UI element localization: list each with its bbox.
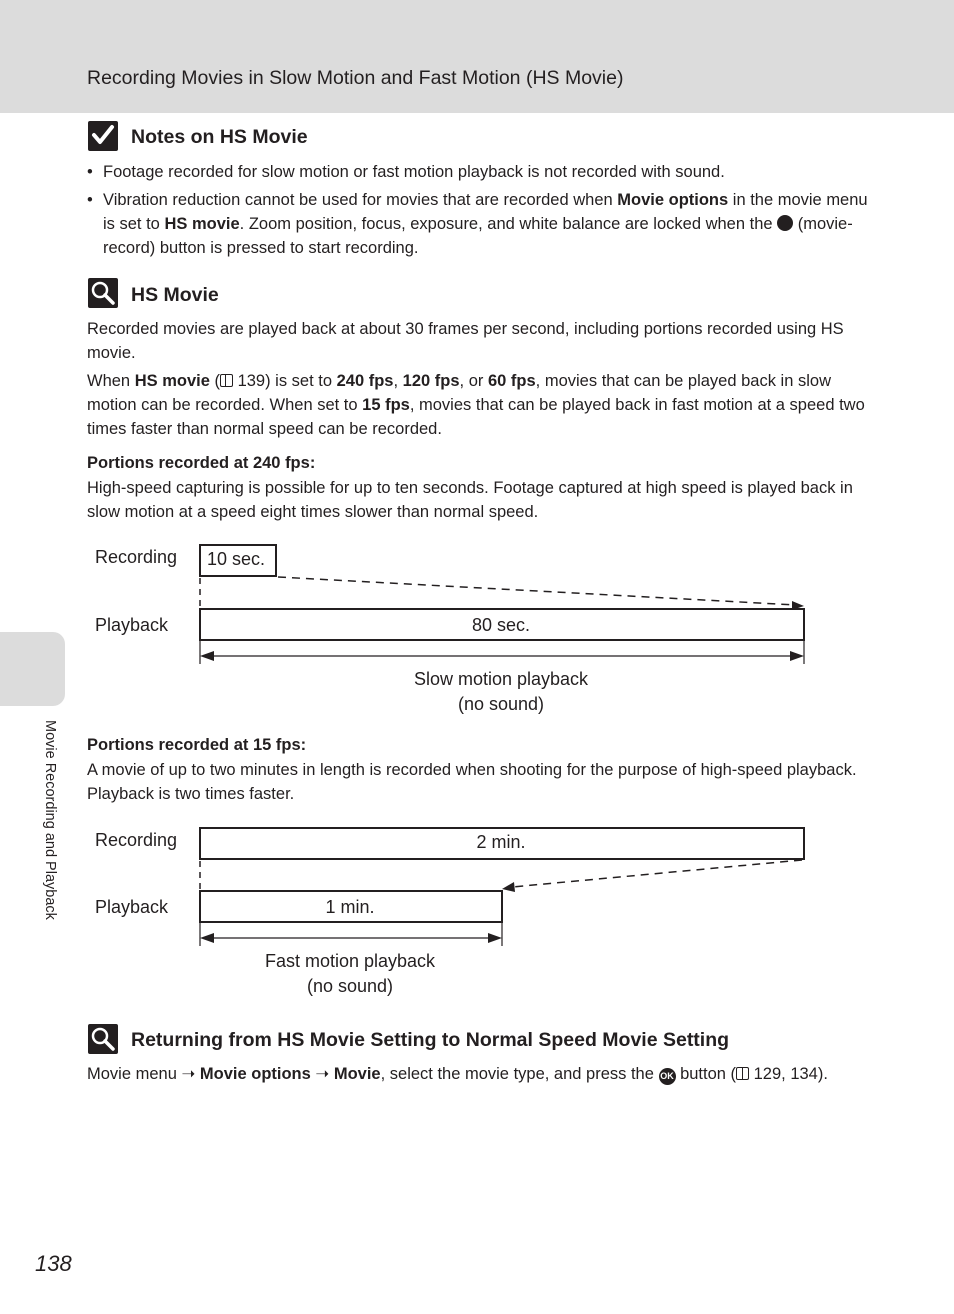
hs-movie-para-2: When HS movie ( 139) is set to 240 fps, 120 fps, or 60 fps, movies that can be played back in slow motion can be recorded. When set to 15 fps, movies that can be played back in fast motion at a speed two times faster than normal speed can be recorded. [87,372,865,438]
diagram1-playback-duration: 80 sec. [471,615,531,635]
diagram1-recording-duration: 10 sec. [207,549,266,569]
portions-15-label: Portions recorded at 15 fps: [87,736,307,754]
arrowhead-icon [200,933,214,943]
returning-title: Returning from HS Movie Setting to Normal Speed Movie Setting [131,1029,730,1051]
page-reference-icon [220,374,233,387]
diagram2-recording-label: Recording [95,830,178,850]
arrowhead-icon [502,882,515,892]
magnifier-info-icon [88,1024,118,1054]
diagram2-playback-duration: 1 min. [325,897,375,917]
portions-15-text: A movie of up to two minutes in length is recorded when shooting for the purpose of high-speed playback. Playback is two times faster. [87,761,857,803]
arrowhead-icon [790,651,804,661]
page-header-title: Recording Movies in Slow Motion and Fast Motion (HS Movie) [87,67,624,89]
arrow-icon: ➝ [315,1065,330,1083]
note-bullet-1: • Footage recorded for slow motion or fast motion playback is not recorded with sound. [103,161,871,185]
chapter-label: Movie Recording and Playback [42,720,58,920]
hs-movie-title: HS Movie [131,284,219,306]
expansion-line [278,577,796,605]
slow-motion-diagram [0,530,954,720]
diagram1-caption-line2: (no sound) [457,694,545,714]
returning-text: Movie menu ➝ Movie options ➝ Movie, select the movie type, and press the OK button ( 129, 134). [87,1065,828,1083]
hs-movie-para-1: Recorded movies are played back at about 30 frames per second, including portions recorded using HS movie. [87,320,844,362]
compression-line [512,860,802,887]
page-reference-icon [736,1067,749,1080]
diagram2-caption-line1: Fast motion playback [264,951,436,971]
bullet-dot-icon: • [87,191,93,209]
checkmark-note-icon [88,121,118,151]
bullet-dot-icon: • [87,163,93,181]
diagram2-recording-duration: 2 min. [476,832,526,852]
diagram2-caption-line2: (no sound) [306,976,394,996]
portions-240-text: High-speed capturing is possible for up to ten seconds. Footage captured at high speed is played back in slow motion at a speed eight times slower than normal speed. [87,479,853,521]
arrow-icon: ➝ [181,1065,196,1083]
header-band [0,0,954,113]
arrowhead-icon [488,933,502,943]
notes-title: Notes on HS Movie [131,126,308,148]
page-number: 138 [35,1251,72,1276]
diagram1-caption-line1: Slow motion playback [413,669,589,689]
diagram1-playback-label: Playback [95,615,169,635]
note-bullet-2: • Vibration reduction cannot be used for movies that are recorded when Movie options in the movie menu is set to HS movie. Zoom position, focus, exposure, and white balance are locked when the (movie-record) button is pressed to start recording. [87,191,868,257]
magnifier-info-icon [88,278,118,308]
fast-motion-diagram [0,815,954,1005]
portions-240-label: Portions recorded at 240 fps: [87,454,316,472]
diagram2-playback-label: Playback [95,897,169,917]
arrowhead-icon [200,651,214,661]
movie-record-button-icon [777,215,793,231]
diagram1-recording-label: Recording [95,547,178,567]
ok-button-icon: OK [659,1068,676,1085]
